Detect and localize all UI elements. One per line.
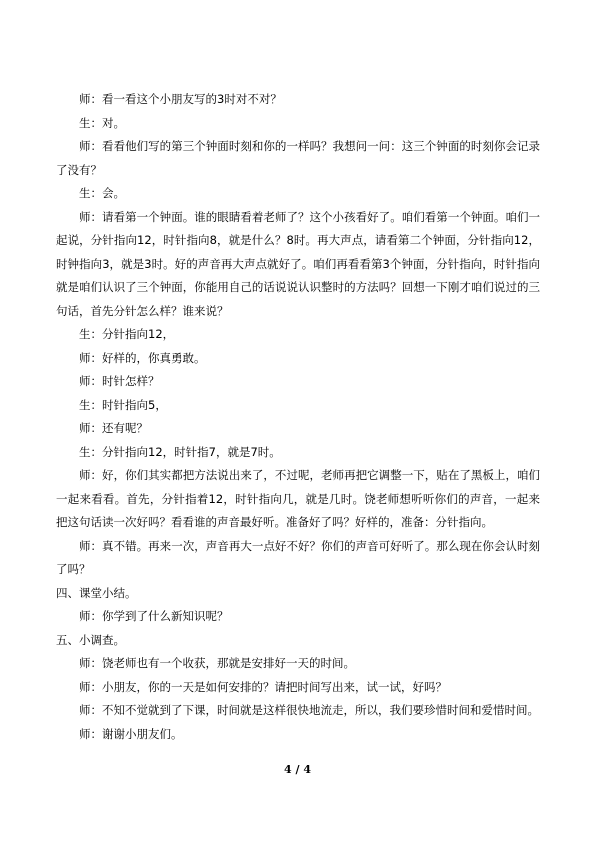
dialogue-line: 师：饶老师也有一个收获，那就是安排好一天的时间。 — [79, 656, 355, 670]
dialogue-line: 生：对。 — [79, 115, 125, 130]
dialogue-line: 师：小朋友，你的一天是如何安排的？请把时间写出来，试一试，好吗？ — [79, 679, 447, 694]
dialogue-line: 生：时针指向5， — [79, 397, 167, 412]
dialogue-line: 师：谢谢小朋友们。 — [79, 726, 183, 741]
page-number: 4 / 4 — [284, 763, 311, 776]
dialogue-line: 师：看看他们写的第三个钟面时刻和你的一样吗？我想问一问：这三个钟面的时刻你会记录了没有？ — [56, 139, 540, 177]
dialogue-line: 师：好样的，你真勇敢。 — [79, 350, 206, 365]
dialogue-line: 生：会。 — [79, 186, 125, 200]
dialogue-line: 生：分针指向12， — [79, 327, 175, 341]
dialogue-line: 师：时针怎样？ — [79, 374, 160, 388]
dialogue-line: 师：你学到了什么新知识呢？ — [79, 609, 229, 623]
dialogue-line: 生：分针指向12，时针指7，就是7时。 — [79, 444, 281, 459]
dialogue-line: 师：还有呢？ — [79, 421, 148, 435]
dialogue-line: 师：看一看这个小朋友写的3时对不对？ — [79, 92, 282, 106]
dialogue-line: 师：请看第一个钟面。谁的眼睛看着老师了？这个小孩看好了。咱们看第一个钟面。咱们一起说，分针指向12，时针指向8，就是什么？8时。再大声点，请看第二个钟面，分针指向12，时钟指向3，就是3时。好的声音再大声点就好了。咱们再看看第3个钟面，分针指向，时针指向就是咱们认识了三个钟面，你能用自己的话说说认识整时的方法吗？回想一下刚才咱们说过的三句话，首先分针怎么样？谁来说？ — [56, 209, 540, 318]
dialogue-line: 师：好，你们其实都把方法说出来了，不过呢，老师再把它调整一下，贴在了黑板上，咱们一起来看看。首先，分针指着12，时针指向几，就是几时。饶老师想听听你们的声音，一起来把这句话读一次好吗？看看谁的声音最好听。准备好了吗？好样的，准备：分针指向。 — [56, 468, 540, 529]
section-heading: 四、课堂小结。 — [56, 585, 137, 600]
section-heading: 五、小调查。 — [56, 632, 125, 647]
dialogue-line: 师：真不错。再来一次，声音再大一点好不好？你们的声音可好听了。那么现在你会认时刻了吗？ — [56, 538, 540, 576]
document-body — [56, 88, 540, 746]
dialogue-line: 师：不知不觉就到了下课，时间就是这样很快地流走，所以，我们要珍惜时间和爱惜时间。 — [79, 703, 539, 717]
